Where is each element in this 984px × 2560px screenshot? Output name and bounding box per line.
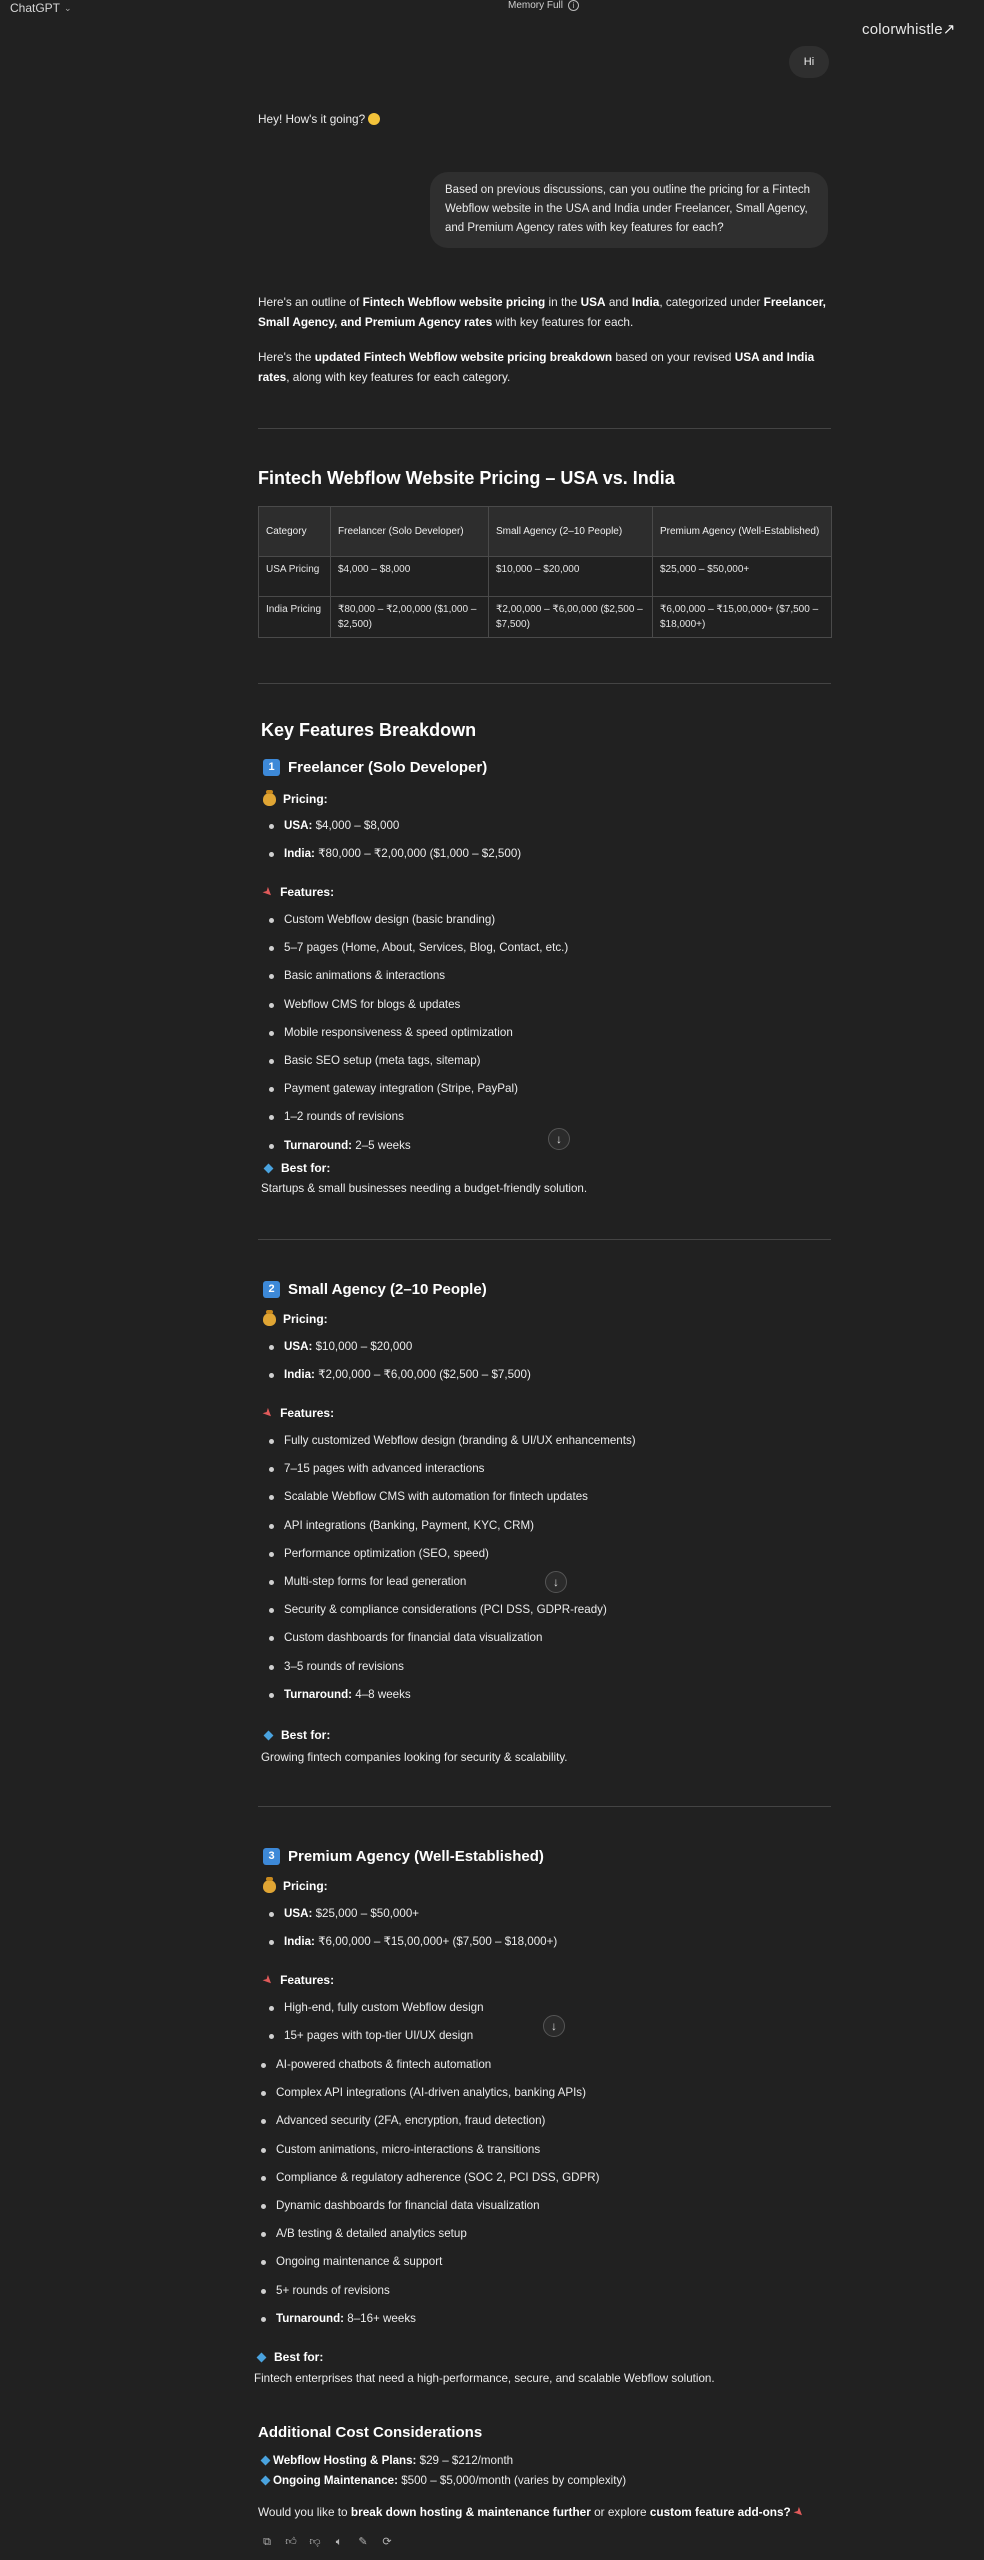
tier-3-features-list-a — [262, 1994, 822, 2050]
list-item: Compliance & regulatory adherence (SOC 2, PCI DSS, GDPR) — [254, 2164, 854, 2192]
thumbs-down-icon[interactable]: 👎︎ — [309, 2536, 321, 2548]
scroll-down-button[interactable]: ↓ — [543, 2015, 565, 2037]
list-item: Advanced security (2FA, encryption, fraud detection) — [254, 2107, 854, 2135]
list-item: Fully customized Webflow design (branding & UI/UX enhancements) — [262, 1427, 882, 1455]
list-item: Turnaround: 8–16+ weeks — [254, 2305, 854, 2333]
list-item: USA: $10,000 – $20,000 — [262, 1333, 822, 1361]
tier-title-text: Premium Agency (Well-Established) — [288, 1848, 544, 1865]
additional-costs-list — [262, 2451, 832, 2491]
list-item: Scalable Webflow CMS with automation for fintech updates — [262, 1483, 882, 1511]
number-3-icon: 3 — [263, 1848, 280, 1865]
diamond-icon — [261, 2476, 271, 2486]
list-item: AI-powered chatbots & fintech automation — [254, 2051, 854, 2079]
pricing-label: Pricing: — [263, 1879, 328, 1893]
tier-1-best-for: Startups & small businesses needing a budget-friendly solution. — [261, 1182, 588, 1195]
tier-2-features-list — [262, 1427, 882, 1709]
list-item: Custom Webflow design (basic branding) — [262, 906, 822, 934]
divider — [258, 428, 831, 429]
list-item: Webflow Hosting & Plans: $29 – $212/month — [262, 2451, 832, 2471]
diamond-icon — [264, 1163, 274, 1173]
list-item: Complex API integrations (AI-driven analytics, banking APIs) — [254, 2079, 854, 2107]
smile-emoji-icon — [368, 113, 380, 125]
money-bag-icon — [263, 1313, 276, 1326]
table-cell: ₹6,00,000 – ₹15,00,000+ ($7,500 – $18,000+) — [653, 597, 832, 638]
best-for-label: Best for: — [265, 1728, 330, 1742]
number-2-icon: 2 — [263, 1281, 280, 1298]
scroll-down-button[interactable]: ↓ — [545, 1571, 567, 1593]
intro-paragraph-2: Here's the updated Fintech Webflow website pricing breakdown based on your revised USA and India rates, along with key features for each category. — [258, 350, 815, 384]
tier-2-pricing-list — [262, 1333, 822, 1389]
tier-3-pricing-list — [262, 1900, 822, 1956]
number-1-icon: 1 — [263, 759, 280, 776]
divider — [258, 1239, 831, 1240]
list-item: Turnaround: 2–5 weeks — [262, 1132, 822, 1160]
diamond-icon — [264, 1730, 274, 1740]
diamond-icon — [257, 2352, 267, 2362]
list-item: Basic animations & interactions — [262, 962, 822, 990]
tier-3-best-for: Fintech enterprises that need a high-performance, secure, and scalable Webflow solution. — [254, 2372, 715, 2385]
list-item: A/B testing & detailed analytics setup — [254, 2220, 854, 2248]
regenerate-icon[interactable]: ⟳ — [382, 2536, 392, 2548]
model-name: ChatGPT — [10, 1, 61, 15]
table-cell: $10,000 – $20,000 — [489, 557, 653, 597]
tier-2-best-for: Growing fintech companies looking for security & scalability. — [261, 1751, 568, 1764]
list-item: Multi-step forms for lead generation — [262, 1568, 882, 1596]
list-item: Ongoing maintenance & support — [254, 2248, 854, 2276]
scroll-down-button[interactable]: ↓ — [548, 1128, 570, 1150]
model-selector[interactable] — [10, 1, 72, 15]
money-bag-icon — [263, 1880, 276, 1893]
tier-title-text: Small Agency (2–10 People) — [288, 1281, 487, 1298]
list-item: 7–15 pages with advanced interactions — [262, 1455, 882, 1483]
best-for-label: Best for: — [258, 2350, 323, 2364]
greeting-text: Hey! How's it going? — [258, 112, 366, 126]
info-icon[interactable]: i — [568, 0, 579, 11]
table-header-cell: Category — [259, 507, 331, 557]
list-item: India: ₹80,000 – ₹2,00,000 ($1,000 – $2,500) — [262, 840, 822, 868]
rocket-icon: ➤ — [259, 1971, 277, 1989]
table-header-cell: Freelancer (Solo Developer) — [331, 507, 489, 557]
tier-1-pricing-list — [262, 812, 822, 868]
features-label: ➤ Features: — [259, 1404, 335, 1422]
memory-label: Memory Full — [508, 0, 564, 11]
list-item: India: ₹2,00,000 – ₹6,00,000 ($2,500 – $7,500) — [262, 1361, 822, 1389]
user-message-greeting: Hi — [789, 46, 829, 78]
pricing-table — [258, 506, 832, 638]
message-actions — [260, 2535, 394, 2549]
breakdown-title: Key Features Breakdown — [261, 720, 477, 740]
list-item: 1–2 rounds of revisions — [262, 1103, 822, 1131]
rocket-icon: ➤ — [790, 2503, 808, 2521]
table-cell: $25,000 – $50,000+ — [653, 557, 832, 597]
table-row — [259, 597, 832, 638]
list-item: 3–5 rounds of revisions — [262, 1653, 882, 1681]
intro-paragraph-1: Here's an outline of Fintech Webflow website pricing in the USA and India, categorized under Freelancer, Small Agency, and Premium Agency rates with key features for each. — [258, 295, 826, 329]
list-item: Security & compliance considerations (PCI DSS, GDPR-ready) — [262, 1596, 882, 1624]
closing-paragraph: Would you like to break down hosting & maintenance further or explore custom feature add-ons? ➤ — [258, 2502, 833, 2522]
tier-3-features-list-b — [254, 2051, 854, 2333]
tier-2-title — [263, 1281, 487, 1298]
edit-canvas-icon[interactable]: ✎ — [358, 2536, 368, 2548]
list-item: API integrations (Banking, Payment, KYC, CRM) — [262, 1512, 882, 1540]
list-item: 5–7 pages (Home, About, Services, Blog, Contact, etc.) — [262, 934, 822, 962]
pricing-label: Pricing: — [263, 1312, 328, 1326]
list-item: 15+ pages with top-tier UI/UX design — [262, 2022, 822, 2050]
rocket-icon: ➤ — [259, 883, 277, 901]
watermark-text: colorwhistle — [862, 21, 943, 38]
list-item: USA: $25,000 – $50,000+ — [262, 1900, 822, 1928]
list-item: Custom animations, micro-interactions & transitions — [254, 2136, 854, 2164]
list-item: High-end, fully custom Webflow design — [262, 1994, 822, 2022]
list-item: Basic SEO setup (meta tags, sitemap) — [262, 1047, 822, 1075]
list-item: Dynamic dashboards for financial data visualization — [254, 2192, 854, 2220]
list-item: Turnaround: 4–8 weeks — [262, 1681, 882, 1709]
thumbs-up-icon[interactable]: 👍︎ — [285, 2536, 297, 2548]
table-cell: India Pricing — [259, 597, 331, 638]
features-label: ➤ Features: — [259, 1971, 335, 1989]
list-item: Ongoing Maintenance: $500 – $5,000/month (varies by complexity) — [262, 2471, 832, 2491]
list-item: USA: $4,000 – $8,000 — [262, 812, 822, 840]
table-header-cell: Premium Agency (Well-Established) — [653, 507, 832, 557]
user-message-question: Based on previous discussions, can you outline the pricing for a Fintech Webflow website in the USA and India under Freelancer, Small Agency, and Premium Agency rates with key features for each? — [430, 172, 828, 248]
assistant-greeting — [258, 109, 833, 129]
list-item: Mobile responsiveness & speed optimization — [262, 1019, 822, 1047]
memory-status[interactable] — [508, 0, 579, 11]
table-cell: $4,000 – $8,000 — [331, 557, 489, 597]
table-cell: USA Pricing — [259, 557, 331, 597]
rocket-icon: ➤ — [259, 1404, 277, 1422]
table-header-cell: Small Agency (2–10 People) — [489, 507, 653, 557]
list-item: 5+ rounds of revisions — [254, 2277, 854, 2305]
list-item: Custom dashboards for financial data visualization — [262, 1624, 882, 1652]
watermark-logo — [862, 20, 956, 38]
list-item: Payment gateway integration (Stripe, PayPal) — [262, 1075, 822, 1103]
tier-title-text: Freelancer (Solo Developer) — [288, 759, 488, 776]
additional-costs-title: Additional Cost Considerations — [258, 2424, 483, 2441]
swoosh-icon: ↗ — [942, 21, 956, 38]
table-cell: ₹2,00,000 – ₹6,00,000 ($2,500 – $7,500) — [489, 597, 653, 638]
tier-1-title — [263, 759, 487, 776]
tier-3-title — [263, 1848, 544, 1865]
chevron-down-icon: ⌄ — [64, 2, 72, 13]
table-cell: ₹80,000 – ₹2,00,000 ($1,000 – $2,500) — [331, 597, 489, 638]
table-title: Fintech Webflow Website Pricing – USA vs. India — [258, 468, 675, 488]
tier-1-features-list — [262, 906, 822, 1160]
diamond-icon — [261, 2456, 271, 2466]
pricing-label: Pricing: — [263, 792, 328, 806]
divider — [258, 683, 831, 684]
best-for-label: Best for: — [265, 1161, 330, 1175]
read-aloud-icon[interactable]: 🔈︎ — [335, 2536, 343, 2548]
list-item: Webflow CMS for blogs & updates — [262, 991, 822, 1019]
copy-icon[interactable]: ⧉ — [263, 2536, 271, 2548]
table-header-row — [259, 507, 832, 557]
list-item: India: ₹6,00,000 – ₹15,00,000+ ($7,500 – $18,000+) — [262, 1928, 822, 1956]
table-row — [259, 557, 832, 597]
list-item: Performance optimization (SEO, speed) — [262, 1540, 882, 1568]
features-label: ➤ Features: — [259, 883, 335, 901]
money-bag-icon — [263, 793, 276, 806]
divider — [258, 1806, 831, 1807]
